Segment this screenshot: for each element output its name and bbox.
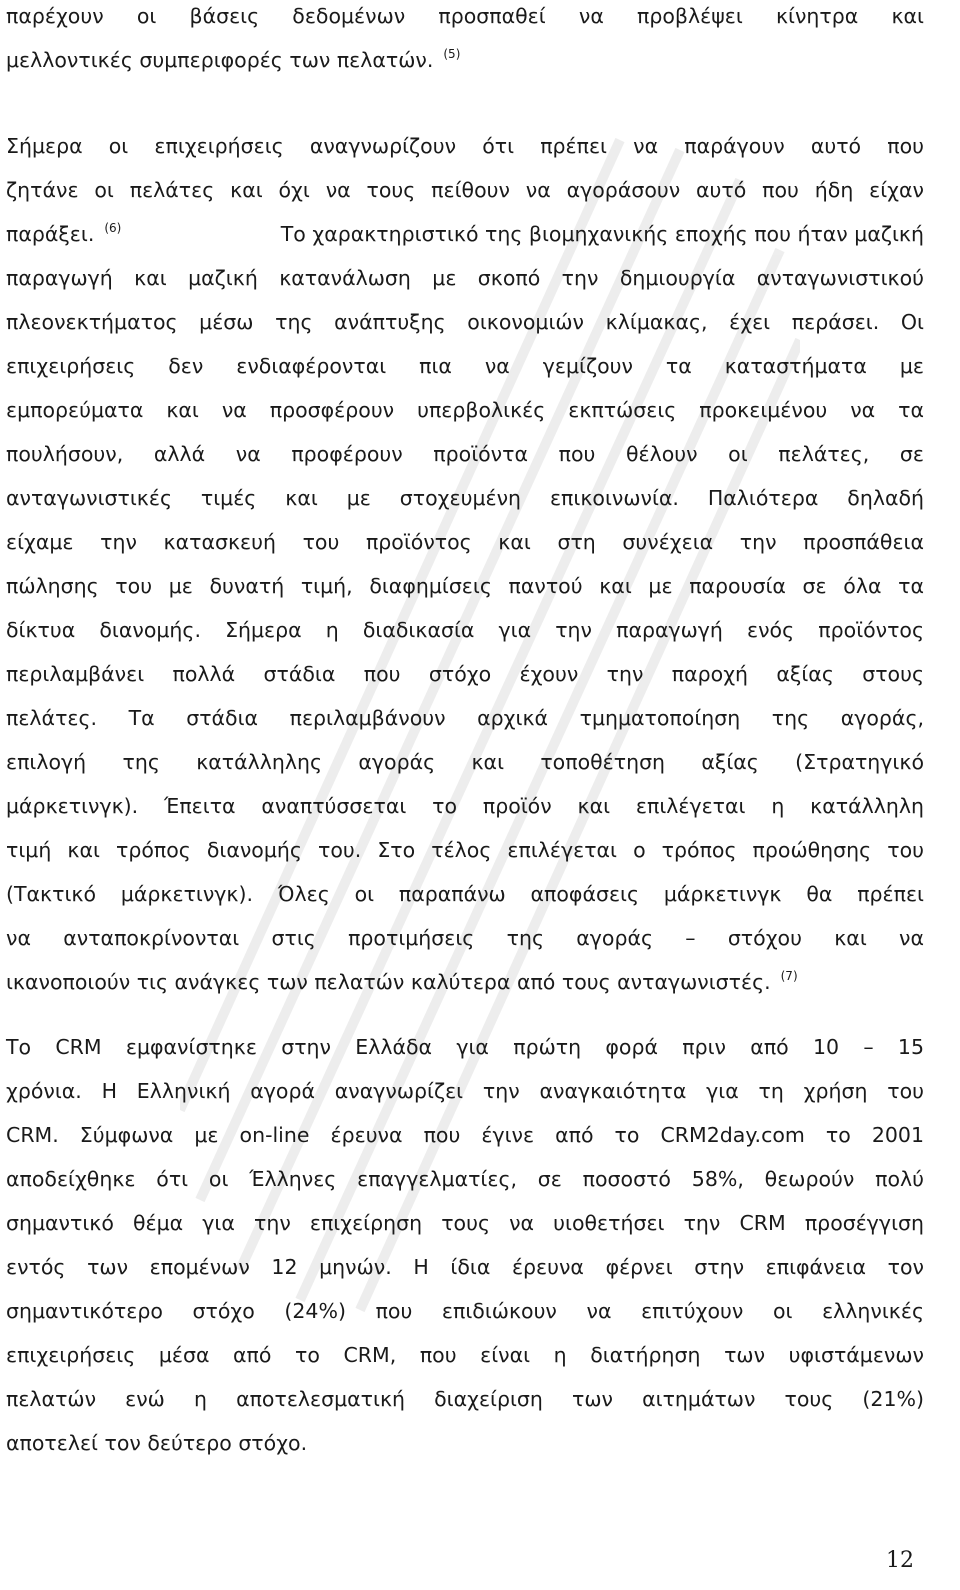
text-line: Σήμερα οι επιχειρήσεις αναγνωρίζουν ότι πρέπει να παράγουν αυτό που (6, 134, 924, 158)
text-line: εντός των επομένων 12 μηνών. Η ίδια έρευνα φέρνει στην επιφάνεια τον (6, 1255, 924, 1279)
footnote-ref: (5) (443, 47, 461, 61)
text-line: επιχειρήσεις δεν ενδιαφέρονται πια να γεμίζουν τα καταστήματα με (6, 354, 924, 378)
text-line: επιχειρήσεις μέσα από το CRM, που είναι η διατήρηση των υφιστάμενων (6, 1343, 924, 1367)
text-line: μάρκετινγκ). Έπειτα αναπτύσσεται το προϊόν και επιλέγεται η κατάλληλη (6, 794, 924, 818)
text-line-start: παράξει. (6, 222, 95, 246)
text-line: εμπορεύματα και να προσφέρουν υπερβολικές εκπτώσεις προκειμένου να τα (6, 398, 924, 422)
text-line: πουλήσουν, αλλά να προφέρουν προϊόντα που θέλουν οι πελάτες, σε (6, 442, 924, 466)
text-line: σημαντικότερο στόχο (24%) που επιδιώκουν να επιτύχουν οι ελληνικές (6, 1299, 924, 1323)
text-line (6, 212, 924, 256)
text-line: σημαντικό θέμα για την επιχείρηση τους να υιοθετήσει την CRM προσέγγιση (6, 1211, 924, 1235)
text-line: πελάτες. Τα στάδια περιλαμβάνουν αρχικά τμηματοποίηση της αγοράς, (6, 706, 924, 730)
text-line: (Τακτικό μάρκετινγκ). Όλες οι παραπάνω αποφάσεις μάρκετινγκ θα πρέπει (6, 882, 924, 906)
text-line: παρέχουν οι βάσεις δεδομένων προσπαθεί να προβλέψει κίνητρα και (6, 4, 924, 28)
text-line: CRM. Σύμφωνα με on-line έρευνα που έγινε από το CRM2day.com το 2001 (6, 1123, 924, 1147)
text-line: δίκτυα διανομής. Σήμερα η διαδικασία για την παραγωγή ενός προϊόντος (6, 618, 924, 642)
paragraph-motives (6, 0, 924, 82)
text-line: είχαμε την κατασκευή του προϊόντος και στη συνέχεια την προσπάθεια (6, 530, 924, 554)
footnote-ref: (6) (104, 221, 122, 235)
text-line-content: ικανοποιούν τις ανάγκες των πελατών καλύτερα από τους ανταγωνιστές. (6, 970, 771, 994)
text-line (6, 960, 924, 1004)
page-number: 12 (886, 1548, 914, 1573)
text-line: ζητάνε οι πελάτες και όχι να τους πείθουν να αγοράσουν αυτό που ήδη είχαν (6, 178, 924, 202)
text-line: επιλογή της κατάλληλης αγοράς και τοποθέτηση αξίας (Στρατηγικό (6, 750, 924, 774)
text-line: Το CRM εμφανίστηκε στην Ελλάδα για πρώτη φορά πριν από 10 – 15 (6, 1035, 924, 1059)
text-line: ανταγωνιστικές τιμές και με στοχευμένη επικοινωνία. Παλιότερα δηλαδή (6, 486, 924, 510)
text-line: παραγωγή και μαζική κατανάλωση με σκοπό την δημιουργία ανταγωνιστικού (6, 266, 924, 290)
text-line (6, 38, 924, 82)
text-line: πώλησης του με δυνατή τιμή, διαφημίσεις παντού και με παρουσία σε όλα τα (6, 574, 924, 598)
footnote-ref: (7) (780, 969, 798, 983)
text-line: να ανταποκρίνονται στις προτιμήσεις της αγοράς – στόχου και να (6, 926, 924, 950)
text-line-end: Το χαρακτηριστικό της βιομηχανικής εποχής που ήταν μαζική (280, 222, 924, 246)
text-line: αποτελεί τον δεύτερο στόχο. (6, 1431, 308, 1455)
paragraph-industrial-era (6, 124, 924, 1004)
paragraph-crm-greece (6, 1025, 924, 1465)
text-line: χρόνια. Η Ελληνική αγορά αναγνωρίζει την αναγκαιότητα για τη χρήση του (6, 1079, 924, 1103)
text-line: αποδείχθηκε ότι οι Έλληνες επαγγελματίες, σε ποσοστό 58%, θεωρούν πολύ (6, 1167, 924, 1191)
text-line: πελατών ενώ η αποτελεσματική διαχείριση των αιτημάτων τους (21%) (6, 1387, 924, 1411)
text-line: περιλαμβάνει πολλά στάδια που στόχο έχουν την παροχή αξίας στους (6, 662, 924, 686)
text-line: τιμή και τρόπος διανομής του. Στο τέλος επιλέγεται ο τρόπος προώθησης του (6, 838, 924, 862)
text-line: πλεονεκτήματος μέσω της ανάπτυξης οικονομιών κλίμακας, έχει περάσει. Οι (6, 310, 924, 334)
text-line-content: μελλοντικές συμπεριφορές των πελατών. (6, 48, 434, 72)
